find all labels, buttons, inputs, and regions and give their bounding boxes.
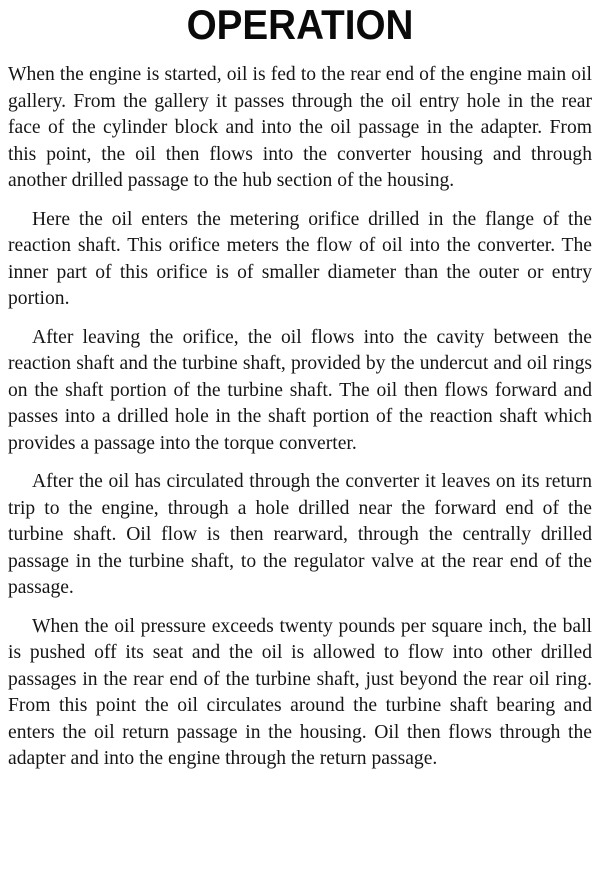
paragraph-metering-orifice: Here the oil enters the metering orifice drilled in the flange of the reaction shaft. This orifice meters the flow of oil into the converter. The inner part of this orifice is of smaller diameter than the outer or entry portion. (8, 208, 592, 309)
paragraph-cavity-flow: After leaving the orifice, the oil flows into the cavity between the reaction shaft and the turbine shaft, provided by the undercut and oil rings on the shaft portion of the turbine shaft. The oil then flows forward and passes into a drilled hole in the shaft portion of the reaction shaft which provides a passage into the torque converter. (8, 326, 592, 454)
paragraph-return-trip: After the oil has circulated through the converter it leaves on its return trip to the engine, through a hole drilled near the forward end of the turbine shaft. Oil flow is then rearward, through the centrally drilled passage in the turbine shaft, to the regulator valve at the rear end of the passage. (8, 471, 592, 598)
paragraph-engine-start: When the engine is started, oil is fed to the rear end of the engine main oil gallery. From the gallery it passes through the oil entry hole in the rear face of the cylinder block and into the oil passage in the adapter. From this point, the oil then flows into the converter housing and through another drilled passage to the hub section of the housing. (8, 64, 592, 191)
page-title: OPERATION (186, 1, 414, 48)
body-text (8, 62, 592, 773)
paragraph-oil-pressure: When the oil pressure exceeds twenty pounds per square inch, the ball is pushed off its seat and the oil is allowed to flow into other drilled passages in the rear end of the turbine shaft, just beyond the rear oil ring. From this point the oil circulates around the turbine shaft bearing and enters the oil return passage in the housing. Oil then flows through the adapter and into the engine through the return passage. (8, 615, 592, 769)
